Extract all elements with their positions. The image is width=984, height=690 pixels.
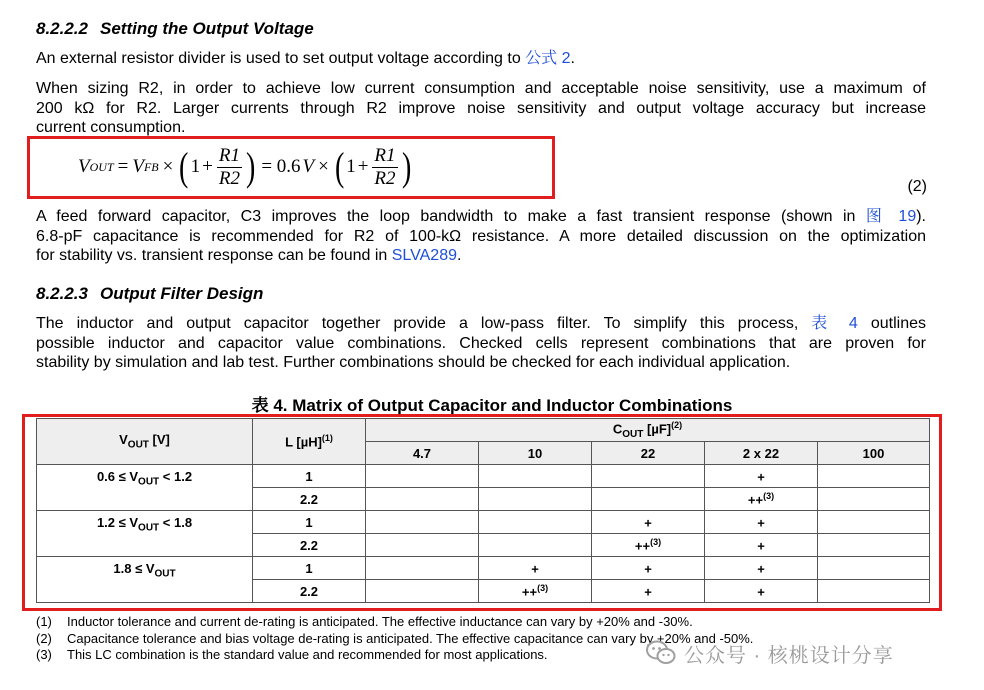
combination-cell (366, 511, 479, 534)
vout-range-cell: $1.8 \le V_{OUT}$ (37, 557, 253, 603)
eq-one: 1 (346, 156, 356, 177)
combination-cell: + (705, 580, 818, 603)
note-marker: (3) (36, 647, 52, 662)
paragraph-line: When sizing R2, in order to achieve low current consumption and acceptable noise sensitivity, use a maximum of (36, 80, 926, 97)
combination-cell (366, 465, 479, 488)
paragraph-text: The inductor and output capacitor together provide a low-pass filter. To simplify this process, (36, 315, 812, 332)
eq-equals: = (117, 156, 129, 177)
combination-cell: + (479, 557, 592, 580)
section-title: Setting the Output Voltage (100, 19, 314, 38)
combination-cell (818, 465, 930, 488)
paragraph-r2-sizing (36, 79, 926, 138)
header-cap-value: 10 (479, 442, 592, 465)
paragraph-text: A feed forward capacitor, C3 improves the loop bandwidth to make a fast transient response (shown in (36, 208, 866, 225)
table-link[interactable]: 表 4 (811, 315, 858, 332)
paragraph-text: . (570, 50, 575, 67)
combination-cell: + (592, 511, 705, 534)
figure-link[interactable]: 图 19 (865, 208, 917, 225)
combination-cell: + (705, 465, 818, 488)
note-text: This LC combination is the standard value and recommended for most applications. (67, 647, 548, 662)
eq-v: V (132, 156, 144, 177)
matrix-table (36, 418, 930, 603)
combination-cell: + (705, 534, 818, 557)
combination-cell (818, 488, 930, 511)
note-marker: (1) (36, 614, 52, 629)
eq-sub: FB (143, 159, 159, 174)
combination-cell: + (705, 557, 818, 580)
header-capacitance: $C_{OUT}$ $[\mu F]^{(2)}$ (366, 419, 930, 442)
note-item (36, 614, 753, 631)
combination-cell: + (592, 557, 705, 580)
combination-cell (366, 580, 479, 603)
section-number: 8.2.2.3 (36, 284, 88, 303)
header-cap-value: 2 x 22 (705, 442, 818, 465)
section-title: Output Filter Design (100, 284, 264, 303)
eq-times: × (318, 156, 329, 177)
table-row (37, 511, 930, 534)
combination-cell: ++$^{(3)}$ (705, 488, 818, 511)
inductance-cell: 1 (253, 557, 366, 580)
combination-cell: + (705, 511, 818, 534)
combination-cell: + (592, 580, 705, 603)
eq-denominator: R2 (218, 167, 240, 189)
table-caption: 表 4. Matrix of Output Capacitor and Inductor Combinations (251, 396, 733, 415)
combination-cell (366, 557, 479, 580)
paragraph-line: 200 kΩ for R2. Larger currents through R2 improve noise sensitivity and output voltage accuracy but increase (36, 99, 926, 117)
inductance-cell: 1 (253, 465, 366, 488)
header-cap-value: 4.7 (366, 442, 479, 465)
combination-cell (592, 465, 705, 488)
combination-cell (818, 557, 930, 580)
combination-cell (818, 534, 930, 557)
paragraph-text: ). (916, 208, 926, 225)
eq-one: 1 (190, 156, 201, 177)
paragraph-intro (36, 49, 926, 69)
combination-cell (818, 580, 930, 603)
header-vout: $V_{OUT}$ [V] (37, 419, 253, 465)
combination-cell (366, 534, 479, 557)
combination-cell (479, 534, 592, 557)
header-inductance: L $[\mu H]^{(1)}$ (253, 419, 366, 465)
paragraph-feed-forward (36, 207, 926, 266)
watermark-text: 公众号 · 核桃设计分享 (684, 644, 894, 667)
eq-numerator: R1 (374, 144, 396, 166)
inductance-cell: 1 (253, 511, 366, 534)
combination-cell: ++$^{(3)}$ (479, 580, 592, 603)
eq-denominator: R2 (374, 167, 396, 189)
table-row (37, 465, 930, 488)
combination-cell: ++$^{(3)}$ (592, 534, 705, 557)
eq-fraction (372, 145, 397, 190)
inductance-cell: 2.2 (253, 534, 366, 557)
inductance-cell: 2.2 (253, 488, 366, 511)
eq-paren: ( (334, 144, 345, 189)
combination-cell (366, 488, 479, 511)
inductance-cell: 2.2 (253, 580, 366, 603)
equation-2 (78, 140, 413, 194)
combination-cell (592, 488, 705, 511)
eq-v: V (78, 156, 90, 177)
vout-range-cell: $1.2 \le V_{OUT} < 1.8$ (37, 511, 253, 557)
note-text: Capacitance tolerance and bias voltage de-rating is anticipated. The effective capacitance can vary by +20% and -50%. (67, 630, 754, 646)
note-text: Inductor tolerance and current de-rating is anticipated. The effective inductance can vary by +20% and -30%. (67, 614, 693, 629)
eq-value: = 0.6 (261, 156, 301, 177)
watermark (646, 636, 894, 670)
header-cap-value: 100 (818, 442, 930, 465)
vout-range-cell: $0.6 \le V_{OUT} < 1.2$ (37, 465, 253, 511)
combination-cell (479, 511, 592, 534)
eq-paren: ) (245, 144, 256, 189)
note-marker: (2) (36, 630, 52, 646)
paragraph-line: stability by simulation and lab test. Further combinations should be checked for each individual application. (36, 354, 791, 371)
paragraph-filter (36, 314, 926, 373)
eq-numerator: R1 (218, 144, 240, 166)
eq-times: × (162, 156, 174, 177)
section-number: 8.2.2.2 (36, 19, 88, 38)
eq-sub: OUT (89, 159, 114, 174)
combination-cell (479, 488, 592, 511)
paragraph-text: . (456, 247, 462, 264)
table-row (37, 557, 930, 580)
equation-link[interactable]: 公式 2 (525, 50, 571, 67)
paragraph-text: outlines (857, 315, 926, 332)
section-heading-8-2-2-3 (36, 284, 263, 304)
eq-fraction (217, 145, 242, 190)
section-heading-8-2-2-2 (36, 19, 314, 39)
doc-link[interactable]: SLVA289 (391, 247, 457, 264)
paragraph-text: An external resistor divider is used to set output voltage according to (36, 50, 526, 67)
paragraph-line: possible inductor and capacitor value combinations. Checked cells represent combinations that are proven for (36, 334, 926, 352)
paragraph-line: current consumption. (36, 119, 186, 136)
eq-plus: + (357, 156, 369, 177)
combination-cell (479, 465, 592, 488)
equation-number: (2) (907, 178, 927, 195)
combination-cell (818, 511, 930, 534)
paragraph-line: 6.8-pF capacitance is recommended for R2 of 100-kΩ resistance. A more detailed discussion on the optimization (36, 227, 926, 245)
wechat-icon (646, 640, 676, 666)
paragraph-text: for stability vs. transient response can be found in (36, 247, 392, 264)
eq-v: V (302, 156, 315, 177)
eq-paren: ) (401, 144, 411, 189)
eq-paren: ( (179, 144, 189, 189)
header-cap-value: 22 (592, 442, 705, 465)
eq-plus: + (202, 156, 213, 177)
